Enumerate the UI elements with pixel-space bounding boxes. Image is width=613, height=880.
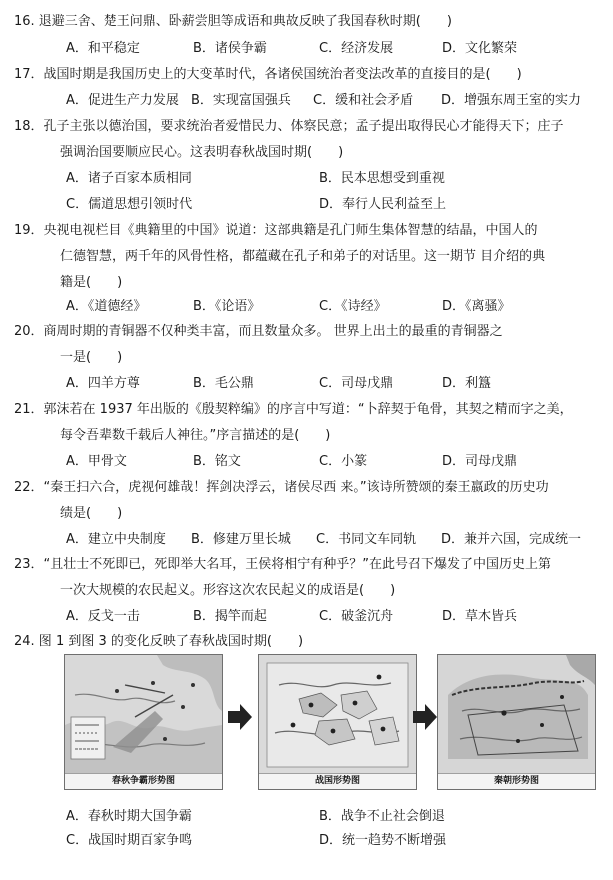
arrow-right-icon [228, 702, 252, 732]
question-20-stem-line-1: 20．商周时期的青铜器不仅种类丰富，而且数量众多。 世界上出土的最重的青铜器之 [14, 324, 503, 339]
question-22-option-a[interactable]: A．建立中央制度 [66, 532, 166, 547]
question-23-option-c[interactable]: C．破釜沉舟 [319, 609, 394, 624]
question-19-stem-line-3: 籍是( ) [60, 275, 123, 290]
question-24-stem: 24. 图 1 到图 3 的变化反映了春秋战国时期( ) [14, 634, 304, 649]
question-19-option-d[interactable]: D．《离骚》 [442, 299, 511, 314]
question-16-option-b[interactable]: B．诸侯争霸 [193, 41, 267, 56]
question-17-option-a[interactable]: A．促进生产力发展 [66, 93, 179, 108]
question-17-stem: 17．战国时期是我国历史上的大变革时代，各诸侯国统治者变法改革的直接目的是( ) [14, 67, 522, 82]
question-19-option-a[interactable]: A．《道德经》 [66, 299, 147, 314]
question-16-stem: 16. 退避三舍、楚王问鼎、卧薪尝胆等成语和典故反映了我国春秋时期( ) [14, 14, 452, 29]
question-23-option-d[interactable]: D．草木皆兵 [442, 609, 518, 624]
question-20-stem-line-2: 一是( ) [60, 350, 123, 365]
question-20-option-d[interactable]: D．利簋 [442, 376, 492, 391]
question-24-option-a[interactable]: A．春秋时期大国争霸 [66, 809, 192, 824]
question-18-stem-line-1: 18．孔子主张以德治国，要求统治者爱惜民力、体察民意；孟子提出取得民心才能得天下；庄子 [14, 119, 564, 134]
map-figures [64, 654, 594, 794]
question-22-option-c[interactable]: C．书同文车同轨 [316, 532, 417, 547]
question-17-option-c[interactable]: C．缓和社会矛盾 [313, 93, 414, 108]
question-22-option-d[interactable]: D．兼并六国，完成统一 [441, 532, 582, 547]
question-19-stem-line-2: 仁德智慧，两千年的风骨性格，都蕴藏在孔子和弟子的对话里。这一期节 目介绍的典 [60, 249, 546, 264]
question-23-stem-line-1: 23．“且壮士不死即已，死即举大名耳，王侯将相宁有种乎？”在此号召下爆发了中国历史上第 [14, 557, 552, 572]
question-18-option-c[interactable]: C．儒道思想引领时代 [66, 197, 193, 212]
question-24-option-d[interactable]: D．统一趋势不断增强 [319, 833, 447, 848]
map-1-caption: 春秋争霸形势图 [65, 773, 222, 789]
question-18-option-b[interactable]: B．民本思想受到重视 [319, 171, 445, 186]
question-17-option-b[interactable]: B．实现富国强兵 [191, 93, 291, 108]
question-21-stem-line-1: 21．郭沫若在 1937 年出版的《殷契粹编》的序言中写道：“卜辞契于龟骨，其契之精而字之美， [14, 402, 573, 417]
question-17-option-d[interactable]: D．增强东周王室的实力 [441, 93, 582, 108]
question-22-stem-line-2: 绩是( ) [60, 506, 123, 521]
question-19-stem-line-1: 19．央视电视栏目《典籍里的中国》说道：这部典籍是孔门师生集体智慧的结晶，中国人的 [14, 223, 538, 238]
question-20-option-c[interactable]: C．司母戊鼎 [319, 376, 394, 391]
question-16-option-c[interactable]: C．经济发展 [319, 41, 394, 56]
question-19-option-b[interactable]: B．《论语》 [193, 299, 261, 314]
question-16-option-d[interactable]: D．文化繁荣 [442, 41, 518, 56]
map-figure-1 [64, 654, 223, 790]
map-2-caption: 战国形势图 [259, 773, 416, 789]
question-19-option-c[interactable]: C．《诗经》 [319, 299, 387, 314]
question-18-option-d[interactable]: D．奉行人民利益至上 [319, 197, 447, 212]
question-20-option-b[interactable]: B．毛公鼎 [193, 376, 254, 391]
question-22-option-b[interactable]: B．修建万里长城 [191, 532, 291, 547]
question-23-option-b[interactable]: B．揭竿而起 [193, 609, 267, 624]
question-21-option-a[interactable]: A．甲骨文 [66, 454, 127, 469]
question-21-stem-line-2: 每令吾辈数千载后人神往。”序言描述的是( ) [60, 428, 331, 443]
question-16-option-a[interactable]: A．和平稳定 [66, 41, 140, 56]
map-1-graphic [65, 655, 222, 775]
map-figure-2 [258, 654, 417, 790]
map-3-graphic [438, 655, 595, 775]
question-21-option-d[interactable]: D．司母戊鼎 [442, 454, 518, 469]
map-figure-3 [437, 654, 596, 790]
question-23-option-a[interactable]: A．反戈一击 [66, 609, 140, 624]
question-21-option-c[interactable]: C．小篆 [319, 454, 368, 469]
question-22-stem-line-1: 22．“秦王扫六合，虎视何雄哉！挥剑决浮云，诸侯尽西 来。”该诗所赞颂的秦王嬴政的历史功 [14, 480, 549, 495]
map-2-graphic [259, 655, 416, 775]
arrow-right-icon [413, 702, 437, 732]
question-24-option-c[interactable]: C．战国时期百家争鸣 [66, 833, 193, 848]
question-18-option-a[interactable]: A．诸子百家本质相同 [66, 171, 192, 186]
question-23-stem-line-2: 一次大规模的农民起义。形容这次农民起义的成语是( ) [60, 583, 396, 598]
map-3-caption: 秦朝形势图 [438, 773, 595, 789]
question-20-option-a[interactable]: A．四羊方尊 [66, 376, 140, 391]
question-24-option-b[interactable]: B．战争不止社会倒退 [319, 809, 445, 824]
question-21-option-b[interactable]: B．铭文 [193, 454, 241, 469]
question-18-stem-line-2: 强调治国要顺应民心。这表明春秋战国时期( ) [60, 145, 344, 160]
